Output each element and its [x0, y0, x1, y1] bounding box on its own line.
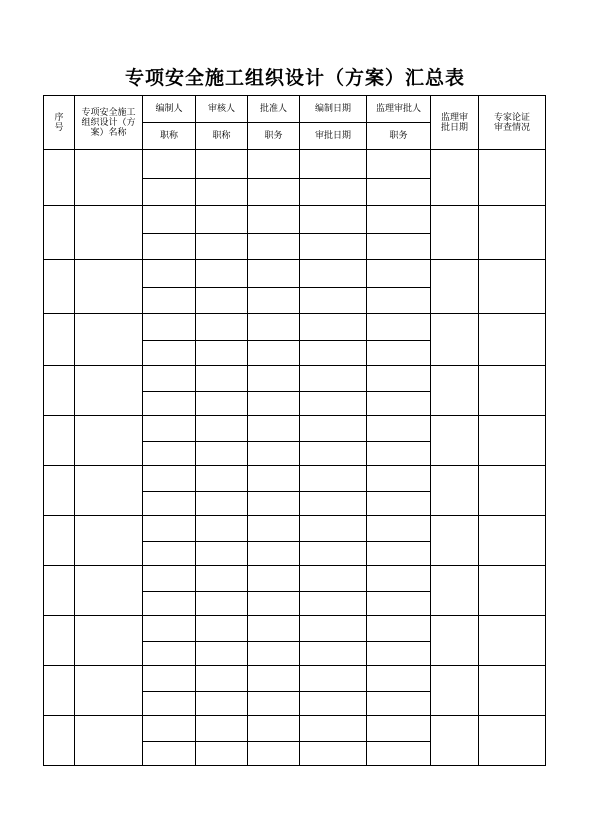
row-compiler-title-cell[interactable]	[143, 179, 196, 206]
row-compile-date-cell[interactable]	[300, 416, 367, 442]
table-row	[44, 466, 546, 492]
row-approver-post-cell[interactable]	[248, 179, 300, 206]
row-reviewer-title-cell[interactable]	[196, 742, 248, 766]
row-approve-date-cell[interactable]	[300, 392, 367, 416]
row-seq-cell[interactable]	[44, 666, 75, 716]
row-supervisor-post-cell[interactable]	[367, 392, 431, 416]
row-approver-cell[interactable]	[248, 314, 300, 341]
row-compiler-cell[interactable]	[143, 206, 196, 234]
row-compile-date-cell[interactable]	[300, 666, 367, 692]
row-approver-post-cell[interactable]	[248, 392, 300, 416]
row-supervisor-post-cell[interactable]	[367, 492, 431, 516]
header-compile-date: 编制日期	[300, 96, 367, 123]
row-compile-date-cell[interactable]	[300, 314, 367, 341]
row-seq-cell[interactable]	[44, 716, 75, 766]
row-seq-cell[interactable]	[44, 616, 75, 666]
row-approver-cell[interactable]	[248, 206, 300, 234]
row-expert-review-cell[interactable]	[479, 150, 546, 206]
row-compiler-cell[interactable]	[143, 716, 196, 742]
row-compiler-title-cell[interactable]	[143, 442, 196, 466]
row-expert-review-cell[interactable]	[479, 206, 546, 260]
row-reviewer-title-cell[interactable]	[196, 234, 248, 260]
row-supervisor-approver-cell[interactable]	[367, 260, 431, 288]
table-row	[44, 150, 546, 179]
row-approver-cell[interactable]	[248, 260, 300, 288]
header-approve-date: 审批日期	[300, 123, 367, 150]
row-reviewer-cell[interactable]	[196, 516, 248, 542]
header-seq: 序号	[44, 96, 75, 150]
row-compiler-title-cell[interactable]	[143, 492, 196, 516]
table-row	[44, 260, 546, 288]
row-expert-review-cell[interactable]	[479, 260, 546, 314]
row-supervisor-approver-cell[interactable]	[367, 616, 431, 642]
row-plan-name-cell[interactable]	[75, 366, 143, 416]
row-compile-date-cell[interactable]	[300, 150, 367, 179]
header-plan-name: 专项安全施工组织设计（方案）名称	[75, 96, 143, 150]
row-plan-name-cell[interactable]	[75, 616, 143, 666]
row-compile-date-cell[interactable]	[300, 206, 367, 234]
row-supervisor-approver-cell[interactable]	[367, 716, 431, 742]
row-approve-date-cell[interactable]	[300, 642, 367, 666]
row-reviewer-title-cell[interactable]	[196, 392, 248, 416]
row-seq-cell[interactable]	[44, 314, 75, 366]
row-expert-review-cell[interactable]	[479, 466, 546, 516]
table-row	[44, 666, 546, 692]
row-supervisor-approve-date-cell[interactable]	[431, 206, 479, 260]
row-compiler-cell[interactable]	[143, 666, 196, 692]
row-plan-name-cell[interactable]	[75, 516, 143, 566]
row-expert-review-cell[interactable]	[479, 314, 546, 366]
row-plan-name-cell[interactable]	[75, 566, 143, 616]
row-reviewer-title-cell[interactable]	[196, 288, 248, 314]
row-approver-post-cell[interactable]	[248, 542, 300, 566]
row-approver-post-cell[interactable]	[248, 288, 300, 314]
row-plan-name-cell[interactable]	[75, 716, 143, 766]
row-supervisor-approver-cell[interactable]	[367, 314, 431, 341]
row-reviewer-cell[interactable]	[196, 314, 248, 341]
row-approve-date-cell[interactable]	[300, 179, 367, 206]
row-supervisor-approver-cell[interactable]	[367, 516, 431, 542]
row-supervisor-approve-date-cell[interactable]	[431, 566, 479, 616]
row-supervisor-approve-date-cell[interactable]	[431, 666, 479, 716]
row-reviewer-title-cell[interactable]	[196, 592, 248, 616]
row-plan-name-cell[interactable]	[75, 666, 143, 716]
row-supervisor-approver-cell[interactable]	[367, 416, 431, 442]
row-supervisor-post-cell[interactable]	[367, 234, 431, 260]
row-supervisor-approver-cell[interactable]	[367, 150, 431, 179]
row-reviewer-cell[interactable]	[196, 150, 248, 179]
row-supervisor-approve-date-cell[interactable]	[431, 466, 479, 516]
table-row	[44, 516, 546, 542]
row-supervisor-approve-date-cell[interactable]	[431, 616, 479, 666]
table-row	[44, 314, 546, 341]
row-supervisor-post-cell[interactable]	[367, 692, 431, 716]
row-supervisor-post-cell[interactable]	[367, 179, 431, 206]
row-reviewer-cell[interactable]	[196, 260, 248, 288]
row-approver-post-cell[interactable]	[248, 492, 300, 516]
row-supervisor-post-cell[interactable]	[367, 341, 431, 366]
row-supervisor-post-cell[interactable]	[367, 642, 431, 666]
row-compiler-cell[interactable]	[143, 416, 196, 442]
row-seq-cell[interactable]	[44, 566, 75, 616]
row-approver-cell[interactable]	[248, 150, 300, 179]
row-compiler-title-cell[interactable]	[143, 341, 196, 366]
row-approve-date-cell[interactable]	[300, 592, 367, 616]
row-plan-name-cell[interactable]	[75, 260, 143, 314]
header-reviewer-title: 职称	[196, 123, 248, 150]
row-approver-cell[interactable]	[248, 666, 300, 692]
row-supervisor-approve-date-cell[interactable]	[431, 314, 479, 366]
row-compiler-title-cell[interactable]	[143, 288, 196, 314]
row-plan-name-cell[interactable]	[75, 466, 143, 516]
row-compiler-title-cell[interactable]	[143, 234, 196, 260]
row-compile-date-cell[interactable]	[300, 466, 367, 492]
row-supervisor-post-cell[interactable]	[367, 542, 431, 566]
row-compiler-title-cell[interactable]	[143, 592, 196, 616]
row-compiler-cell[interactable]	[143, 150, 196, 179]
row-approve-date-cell[interactable]	[300, 234, 367, 260]
row-reviewer-title-cell[interactable]	[196, 692, 248, 716]
row-approver-cell[interactable]	[248, 516, 300, 542]
row-approve-date-cell[interactable]	[300, 742, 367, 766]
row-seq-cell[interactable]	[44, 150, 75, 206]
row-supervisor-post-cell[interactable]	[367, 742, 431, 766]
row-approver-cell[interactable]	[248, 566, 300, 592]
header-approver: 批准人	[248, 96, 300, 123]
row-supervisor-approver-cell[interactable]	[367, 666, 431, 692]
header-expert-review: 专家论证审查情况	[479, 96, 546, 150]
row-compile-date-cell[interactable]	[300, 260, 367, 288]
row-supervisor-approver-cell[interactable]	[367, 466, 431, 492]
row-compile-date-cell[interactable]	[300, 366, 367, 392]
row-expert-review-cell[interactable]	[479, 566, 546, 616]
header-compiler-title: 职称	[143, 123, 196, 150]
row-compiler-cell[interactable]	[143, 260, 196, 288]
row-approve-date-cell[interactable]	[300, 542, 367, 566]
row-seq-cell[interactable]	[44, 260, 75, 314]
row-approver-post-cell[interactable]	[248, 442, 300, 466]
row-compiler-cell[interactable]	[143, 366, 196, 392]
row-reviewer-title-cell[interactable]	[196, 442, 248, 466]
page-title: 专项安全施工组织设计（方案）汇总表	[124, 67, 465, 89]
row-supervisor-approver-cell[interactable]	[367, 206, 431, 234]
row-compile-date-cell[interactable]	[300, 516, 367, 542]
row-compiler-cell[interactable]	[143, 566, 196, 592]
row-compile-date-cell[interactable]	[300, 716, 367, 742]
row-approver-cell[interactable]	[248, 466, 300, 492]
row-reviewer-title-cell[interactable]	[196, 341, 248, 366]
row-compile-date-cell[interactable]	[300, 566, 367, 592]
row-compiler-title-cell[interactable]	[143, 692, 196, 716]
table-row	[44, 616, 546, 642]
row-plan-name-cell[interactable]	[75, 314, 143, 366]
row-supervisor-post-cell[interactable]	[367, 592, 431, 616]
table-row	[44, 206, 546, 234]
row-approve-date-cell[interactable]	[300, 442, 367, 466]
row-plan-name-cell[interactable]	[75, 416, 143, 466]
header-supervisor-approve-date: 监理审批日期	[431, 96, 479, 150]
row-approver-cell[interactable]	[248, 616, 300, 642]
table-row	[44, 416, 546, 442]
header-supervisor-approver: 监理审批人	[367, 96, 431, 123]
row-expert-review-cell[interactable]	[479, 616, 546, 666]
row-compiler-title-cell[interactable]	[143, 542, 196, 566]
row-expert-review-cell[interactable]	[479, 366, 546, 416]
row-expert-review-cell[interactable]	[479, 416, 546, 466]
row-supervisor-approve-date-cell[interactable]	[431, 150, 479, 206]
row-approve-date-cell[interactable]	[300, 288, 367, 314]
row-approver-cell[interactable]	[248, 416, 300, 442]
row-compiler-cell[interactable]	[143, 314, 196, 341]
row-supervisor-approve-date-cell[interactable]	[431, 716, 479, 766]
row-seq-cell[interactable]	[44, 416, 75, 466]
row-compiler-cell[interactable]	[143, 466, 196, 492]
row-supervisor-approve-date-cell[interactable]	[431, 366, 479, 416]
row-compiler-cell[interactable]	[143, 616, 196, 642]
table-row	[44, 566, 546, 592]
row-reviewer-cell[interactable]	[196, 566, 248, 592]
row-seq-cell[interactable]	[44, 516, 75, 566]
row-plan-name-cell[interactable]	[75, 150, 143, 206]
row-reviewer-cell[interactable]	[196, 206, 248, 234]
row-approver-post-cell[interactable]	[248, 341, 300, 366]
summary-table	[43, 95, 546, 766]
row-compile-date-cell[interactable]	[300, 616, 367, 642]
header-supervisor-post: 职务	[367, 123, 431, 150]
row-approve-date-cell[interactable]	[300, 341, 367, 366]
row-supervisor-post-cell[interactable]	[367, 288, 431, 314]
table-row	[44, 366, 546, 392]
row-reviewer-cell[interactable]	[196, 616, 248, 642]
row-supervisor-approve-date-cell[interactable]	[431, 416, 479, 466]
row-supervisor-approve-date-cell[interactable]	[431, 260, 479, 314]
row-expert-review-cell[interactable]	[479, 666, 546, 716]
row-reviewer-cell[interactable]	[196, 466, 248, 492]
row-seq-cell[interactable]	[44, 366, 75, 416]
row-approver-post-cell[interactable]	[248, 692, 300, 716]
row-supervisor-approver-cell[interactable]	[367, 566, 431, 592]
row-approver-cell[interactable]	[248, 366, 300, 392]
row-reviewer-title-cell[interactable]	[196, 492, 248, 516]
row-expert-review-cell[interactable]	[479, 716, 546, 766]
row-supervisor-post-cell[interactable]	[367, 442, 431, 466]
row-approver-post-cell[interactable]	[248, 642, 300, 666]
row-compiler-title-cell[interactable]	[143, 742, 196, 766]
row-compiler-title-cell[interactable]	[143, 642, 196, 666]
row-approve-date-cell[interactable]	[300, 692, 367, 716]
row-reviewer-title-cell[interactable]	[196, 642, 248, 666]
table-row	[44, 716, 546, 742]
row-compiler-cell[interactable]	[143, 516, 196, 542]
row-reviewer-cell[interactable]	[196, 666, 248, 692]
row-approver-cell[interactable]	[248, 716, 300, 742]
row-approver-post-cell[interactable]	[248, 592, 300, 616]
row-approve-date-cell[interactable]	[300, 492, 367, 516]
row-reviewer-title-cell[interactable]	[196, 542, 248, 566]
row-reviewer-cell[interactable]	[196, 716, 248, 742]
row-reviewer-cell[interactable]	[196, 416, 248, 442]
row-plan-name-cell[interactable]	[75, 206, 143, 260]
row-supervisor-approver-cell[interactable]	[367, 366, 431, 392]
row-seq-cell[interactable]	[44, 466, 75, 516]
header-reviewer: 审核人	[196, 96, 248, 123]
row-approver-post-cell[interactable]	[248, 234, 300, 260]
row-reviewer-cell[interactable]	[196, 366, 248, 392]
row-supervisor-approve-date-cell[interactable]	[431, 516, 479, 566]
row-approver-post-cell[interactable]	[248, 742, 300, 766]
row-reviewer-title-cell[interactable]	[196, 179, 248, 206]
row-compiler-title-cell[interactable]	[143, 392, 196, 416]
header-approver-post: 职务	[248, 123, 300, 150]
row-seq-cell[interactable]	[44, 206, 75, 260]
row-expert-review-cell[interactable]	[479, 516, 546, 566]
header-compiler: 编制人	[143, 96, 196, 123]
